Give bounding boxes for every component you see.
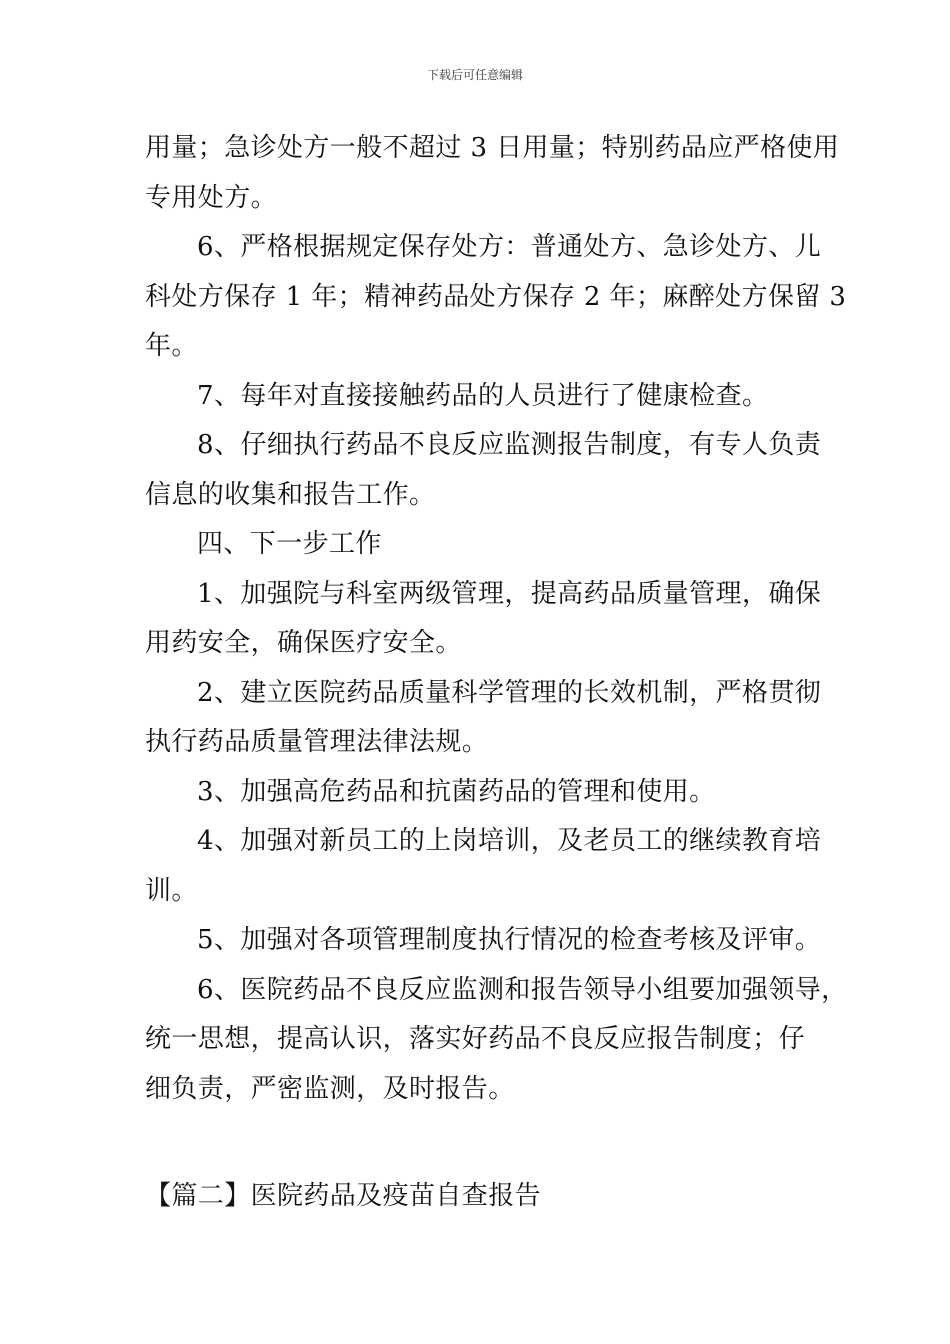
body-line: 执行药品质量管理法律法规。	[145, 727, 489, 757]
body-line: 6、医院药品不良反应监测和报告领导小组要加强领导，	[197, 974, 848, 1005]
body-line: 细负责，严密监测，及时报告。	[145, 1073, 515, 1104]
body-line: 用药安全，确保医疗安全。	[145, 628, 462, 658]
body-line: 训。	[145, 875, 198, 906]
body-line: 用量；急诊处方一般不超过 3 日用量；特别药品应严格使用	[145, 133, 840, 163]
document-body	[145, 124, 848, 1114]
body-line: 2、建立医院药品质量科学管理的长效机制，严格贯彻	[197, 677, 822, 708]
body-line: 5、加强对各项管理制度执行情况的检查考核及评审。	[197, 925, 822, 955]
body-line: 专用处方。	[145, 182, 278, 213]
body-line: 信息的收集和报告工作。	[145, 479, 436, 510]
body-line: 6、严格根据规定保存处方：普通处方、急诊处方、儿	[197, 232, 822, 262]
page-header-note: 下载后可任意编辑	[426, 68, 523, 82]
body-line: 1、加强院与科室两级管理，提高药品质量管理，确保	[197, 578, 822, 609]
body-line: 8、仔细执行药品不良反应监测报告制度，有专人负责	[197, 430, 822, 460]
section-heading-next-steps: 四、下一步工作	[197, 529, 382, 559]
body-line: 科处方保存 1 年；精神药品处方保存 2 年；麻醉处方保留 3	[145, 281, 847, 312]
body-line: 7、每年对直接接触药品的人员进行了健康检查。	[197, 380, 769, 411]
body-line: 年。	[145, 331, 198, 361]
body-line: 3、加强高危药品和抗菌药品的管理和使用。	[197, 776, 716, 807]
body-line: 4、加强对新员工的上岗培训，及老员工的继续教育培	[197, 826, 822, 856]
body-line: 统一思想，提高认识，落实好药品不良反应报告制度；仔	[145, 1024, 806, 1054]
section-title: 【篇二】医院药品及疫苗自查报告	[145, 1181, 542, 1211]
